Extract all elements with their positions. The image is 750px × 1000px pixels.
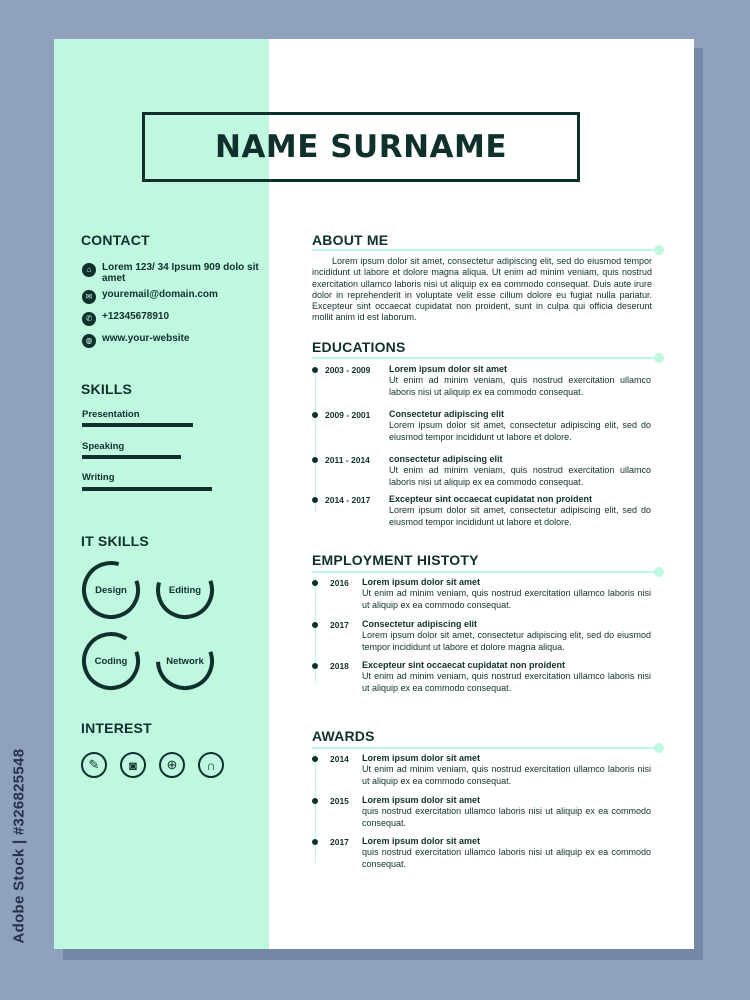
section-divider [312,571,658,573]
education-entry [389,454,651,488]
it-skill-label: Network [166,655,204,667]
contact-email[interactable] [82,289,262,304]
contact-phone [82,311,262,326]
award-year: 2014 [330,754,349,764]
globe-icon: ◍ [82,334,96,348]
entry-desc: Lorem ipsum dolor sit amet, consectetur adipiscing elit, sed do eiusmod tempor incididunt ut labore et dolore magna aliqua. [362,630,651,652]
timeline-dot [312,580,318,586]
full-name: NAME SURNAME [214,129,508,165]
timeline-dot [312,497,318,503]
education-entry [389,409,651,443]
entry-title: Consectetur adipiscing elit [389,409,505,419]
interest-heading: INTEREST [81,720,152,736]
entry-desc: quis nostrud exercitation ullamco laboris nisi ut aliquip ex ea commodo consequat. [362,847,651,869]
entry-title: Lorem ipsum dolor sit amet [362,795,481,805]
education-years: 2003 - 2009 [325,365,371,375]
education-entry [389,494,651,528]
award-entry [362,795,651,829]
entry-title: Consectetur adipiscing elit [362,619,478,629]
contact-address-text: Lorem 123/ 34 Ipsum 909 dolo sit amet [102,262,259,284]
entry-title: Excepteur sint occaecat cupidatat non proident [389,494,593,504]
education-entry [389,364,651,398]
timeline-dot [312,367,318,373]
entry-desc: Ut enim ad minim veniam, quis nostrud exercitation ullamco laboris nisi ut aliquip ex ea commodo consequat. [362,588,651,610]
timeline-dot [312,622,318,628]
it-skill-ring [80,630,142,692]
entry-desc: Lorem ipsum dolor sit amet, consectetur adipiscing elit, sed do eiusmod tempor incididunt ut labore et dolore. [389,505,651,527]
section-divider-dot [654,743,664,753]
entry-desc: Ut enim ad minim veniam, quis nostrud exercitation ullamco laboris nisi ut aliquip ex ea commodo consequat. [389,465,651,487]
employment-year: 2018 [330,661,349,671]
skill-bar [82,423,193,427]
education-heading: EDUCATIONS [312,339,406,355]
award-entry [362,836,651,870]
timeline-dot [312,663,318,669]
skill-label: Writing [82,472,115,483]
it-skill-label: Design [95,584,127,596]
skill-label: Speaking [82,441,125,452]
employment-year: 2017 [330,620,349,630]
skill-bar [82,487,212,491]
skills-heading: SKILLS [81,381,132,397]
it-skill-ring [154,559,216,621]
basketball-icon: ⊕ [159,752,185,778]
timeline-line [315,753,316,863]
headphones-icon: ∩ [198,752,224,778]
entry-desc: Lorem ipsum dolor sit amet, consectetur adipiscing elit, sed do eiusmod tempor incididunt ut labore et dolore. [389,420,651,442]
it-skill-label: Editing [168,584,202,596]
stock-watermark: Adobe Stock | #326825548 [10,748,28,944]
employment-entry [362,577,651,611]
timeline-line [315,364,316,512]
timeline-dot [312,412,318,418]
about-paragraph: Lorem ipsum dolor sit amet, consectetur adipiscing elit, sed do eiusmod tempor incididunt ut labore et dolore magna aliqua. Ut enim ad minim veniam, quis nostrud exercitation ullamco laboris nisi ut aliquip ex ea commodo consequat. Duis aute irure dolor in reprehenderit in voluptate velit esse cillum dolore eu fugiat nulla pariatur. Excepteur sint occaecat cupidatat non proident, sunt in culpa qui officia deserunt mollit anim id est laborum. [312,256,652,323]
contact-phone-text: +12345678910 [102,311,170,322]
it-skill-ring [80,559,142,621]
contact-website-text[interactable]: www.your-website [102,333,190,344]
skill-label: Presentation [82,409,140,420]
name-header [142,112,580,182]
timeline-dot [312,756,318,762]
contact-address [82,262,262,284]
entry-desc: Ut enim ad minim veniam, quis nostrud exercitation ullamco laboris nisi ut aliquip ex ea commodo consequat. [389,375,651,397]
entry-title: Lorem ipsum dolor sit amet [362,836,481,846]
education-years: 2014 - 2017 [325,495,371,505]
education-years: 2009 - 2001 [325,410,371,420]
contact-email-text[interactable]: youremail@domain.com [102,289,218,300]
section-divider-dot [654,567,664,577]
award-year: 2017 [330,837,349,847]
contact-heading: CONTACT [81,232,150,248]
it-skills-heading: IT SKILLS [81,533,149,549]
employment-heading: EMPLOYMENT HISTOTY [312,552,479,568]
timeline-dot [312,457,318,463]
section-divider [312,357,658,359]
timeline-dot [312,839,318,845]
skill-bar [82,455,181,459]
award-year: 2015 [330,796,349,806]
entry-desc: quis nostrud exercitation ullamco laboris nisi ut aliquip ex ea commodo consequat. [362,806,651,828]
resume-page [54,39,694,949]
home-icon: ⌂ [82,263,96,277]
entry-title: Lorem ipsum dolor sit amet [362,753,481,763]
timeline-dot [312,798,318,804]
about-text [312,256,652,324]
entry-desc: Ut enim ad minim veniam, quis nostrud exercitation ullamco laboris nisi ut aliquip ex ea commodo consequat. [362,764,651,786]
entry-desc: Ut enim ad minim veniam, quis nostrud exercitation ullamco laboris nisi ut aliquip ex ea commodo consequat. [362,671,651,693]
employment-year: 2016 [330,578,349,588]
section-divider [312,747,658,749]
section-divider-dot [654,245,664,255]
awards-heading: AWARDS [312,728,375,744]
mail-icon: ✉ [82,290,96,304]
entry-title: Excepteur sint occaecat cupidatat non proident [362,660,566,670]
it-skill-label: Coding [94,655,128,667]
contact-website[interactable] [82,333,262,348]
pencil-icon: ✎ [81,752,107,778]
section-divider-dot [654,353,664,363]
section-divider [312,249,658,251]
it-skill-ring [154,630,216,692]
award-entry [362,753,651,787]
camera-icon: ◙ [120,752,146,778]
phone-icon: ✆ [82,312,96,326]
employment-entry [362,619,651,653]
entry-title: Lorem ipsum dolor sit amet [362,577,481,587]
about-heading: ABOUT ME [312,232,389,248]
employment-entry [362,660,651,694]
education-years: 2011 - 2014 [325,455,370,465]
entry-title: Lorem ipsum dolor sit amet [389,364,508,374]
entry-title: consectetur adipiscing elit [389,454,503,464]
